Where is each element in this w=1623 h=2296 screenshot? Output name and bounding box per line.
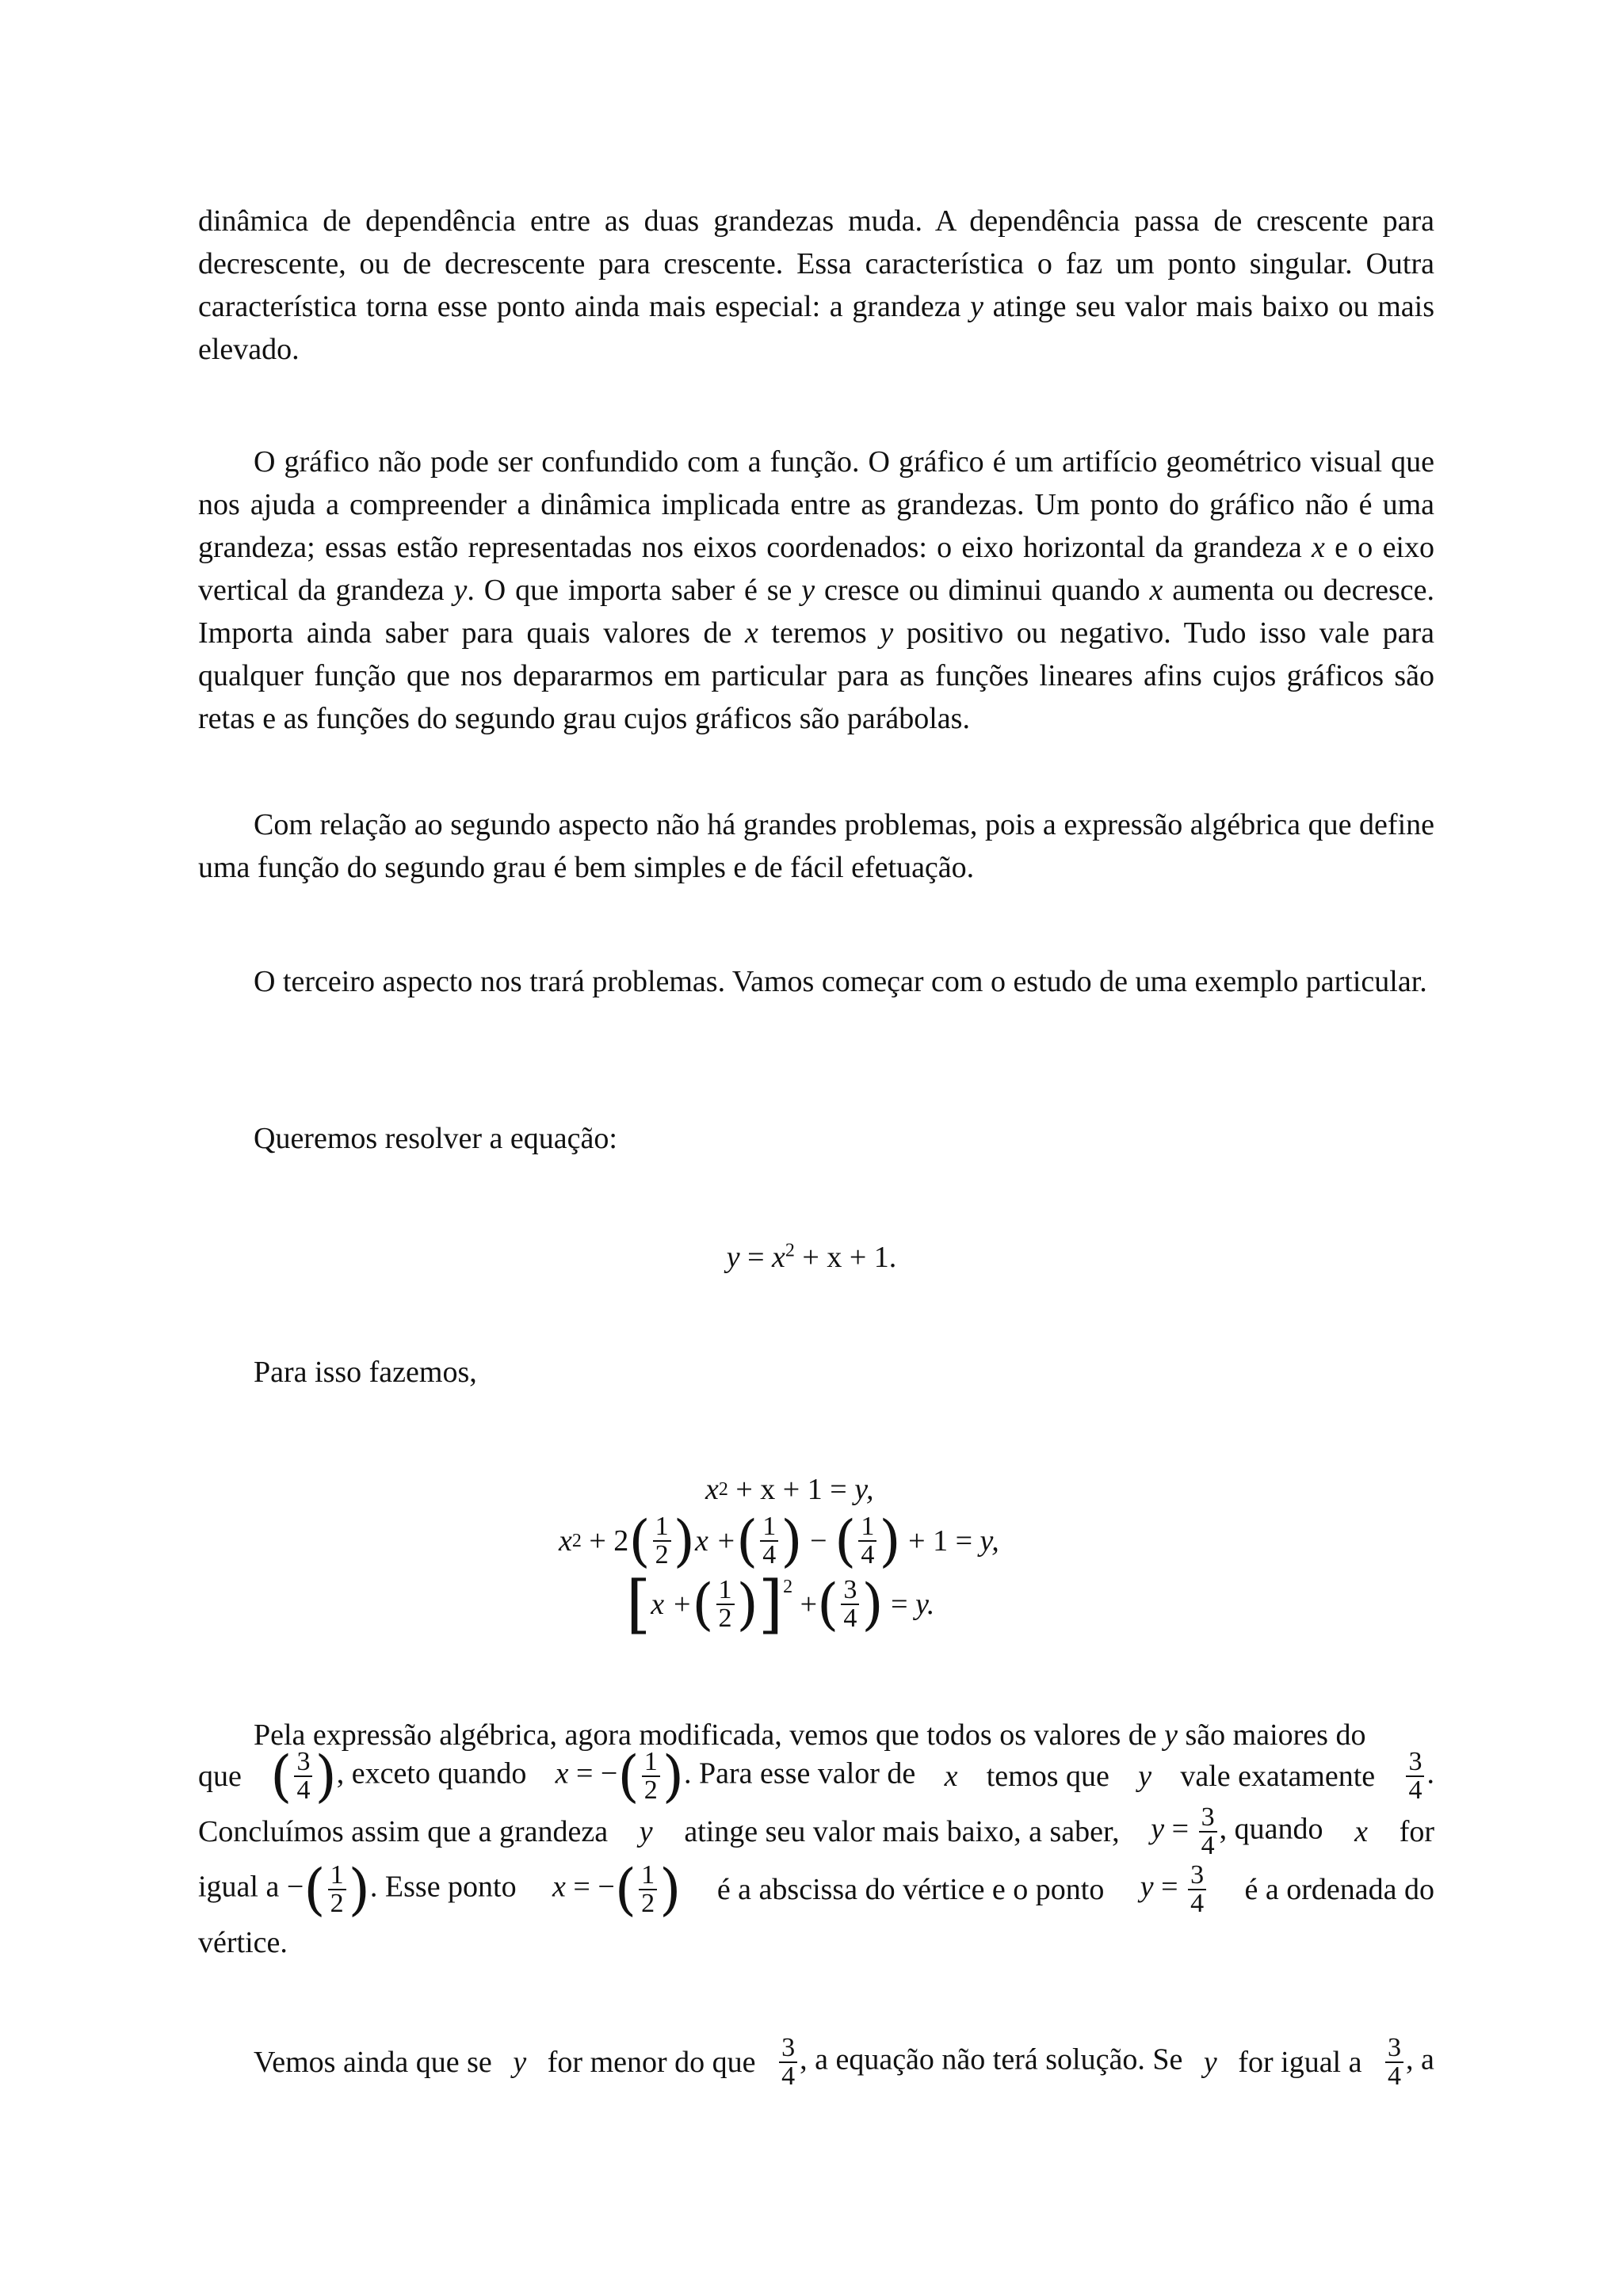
paragraph-7-line-5: vértice. — [198, 1926, 288, 1959]
fraction: $\frac{3}{4}$ — [1406, 1749, 1424, 1804]
paragraph-2: O gráfico não pode ser confundido com a função. O gráfico é um artifício geométrico visual que nos ajuda a compreender a dinâmica implicada entre as grandezas. Um ponto do gráfico não é uma grandeza; essas estão representadas nos eixos coordenados: o eixo horizontal da grandeza x e o eixo vertical da grandeza y. O que importa saber é se y cresce ou diminui quando x aumenta ou decresce. Importa ainda saber para quais valores de x teremos y positivo ou negativo. Tudo isso vale para qualquer função que nos depararmos em particular para as funções lineares afins cujos gráficos são retas e as funções do segundo grau cujos gráficos são parábolas. — [198, 445, 1435, 735]
fraction: $\frac{1}{2}$ — [716, 1577, 735, 1632]
paragraph-4: O terceiro aspecto nos trará problemas. Vamos começar com o estudo de uma exemplo particular. — [254, 965, 1427, 998]
fraction: $\frac{1}{2}$ — [653, 1513, 671, 1569]
paragraph-5: Queremos resolver a equação: — [254, 1122, 617, 1155]
fraction: $\frac{3}{4}$ — [841, 1577, 859, 1632]
fraction: $\frac{3}{4}$ — [1385, 2035, 1403, 2090]
derivation-line-1: x 2 + x + 1 = y, — [705, 1473, 874, 1506]
fraction: $\frac{1}{2}$ — [639, 1862, 657, 1917]
fraction: $\frac{1}{2}$ — [328, 1862, 346, 1917]
derivation-line-2: x 2 + 2 ( $\frac{1}{2}$ ) x + ( $\frac{1}{4}$ ) − ( $\frac{1}{4}$ ) + 1 = y, — [559, 1508, 999, 1573]
paragraph-3: Com relação ao segundo aspecto não há grandes problemas, pois a expressão algébrica que define uma função do segundo grau é bem simples e de fácil efetuação. — [198, 808, 1434, 884]
fraction: $\frac{3}{4}$ — [294, 1749, 312, 1804]
paragraph-7-line-1: Pela expressão algébrica, agora modificada, vemos que todos os valores de y são maiores do — [254, 1718, 1366, 1752]
fraction: $\frac{3}{4}$ — [1188, 1862, 1206, 1917]
equation-main: $y = x^2 + x + 1$. — [726, 1240, 897, 1274]
fraction: $\frac{3}{4}$ — [1199, 1804, 1217, 1859]
fraction: $\frac{1}{4}$ — [760, 1513, 778, 1569]
paragraph-7-line-3: Concluímos assim que a grandeza y atinge seu valor mais baixo, a saber, y = $\frac{3}{4}$ , quando x for — [198, 1802, 1434, 1860]
paragraph-8-line-1: Vemos ainda que se y for menor do que $\frac{3}{4}$ , a equação não terá solução. Se y for igual a $\frac{3}{4}$ , a — [254, 2033, 1434, 2091]
paragraph-1: dinâmica de dependência entre as duas grandezas muda. A dependência passa de crescente para decrescente, ou de decrescente para crescente. Essa característica o faz um ponto singular. Outra característica torna esse ponto ainda mais especial: a grandeza y atinge seu valor mais baixo ou mais elevado. — [198, 204, 1435, 366]
fraction: $\frac{1}{4}$ — [858, 1513, 876, 1569]
fraction: $\frac{1}{2}$ — [642, 1749, 660, 1804]
derivation-line-3: [ x + ( $\frac{1}{2}$ ) ] $^2$ + ( $\frac{3}{4}$ ) = y. — [626, 1567, 935, 1641]
fraction: $\frac{3}{4}$ — [779, 2035, 797, 2090]
paragraph-7-line-4: igual a −( $\frac{1}{2}$ ). Esse ponto x = −( $\frac{1}{2}$ ) é a abscissa do vértice e o ponto y = $\frac{3}{4}$ é a ordenada do — [198, 1857, 1434, 1922]
paragraph-6: Para isso fazemos, — [254, 1356, 477, 1389]
paragraph-7-line-2: que ( $\frac{3}{4}$ ), exceto quando x = −( $\frac{1}{2}$ ). Para esse valor de x temos que y vale exatamente $\frac{3}{4}$ . — [198, 1744, 1434, 1809]
